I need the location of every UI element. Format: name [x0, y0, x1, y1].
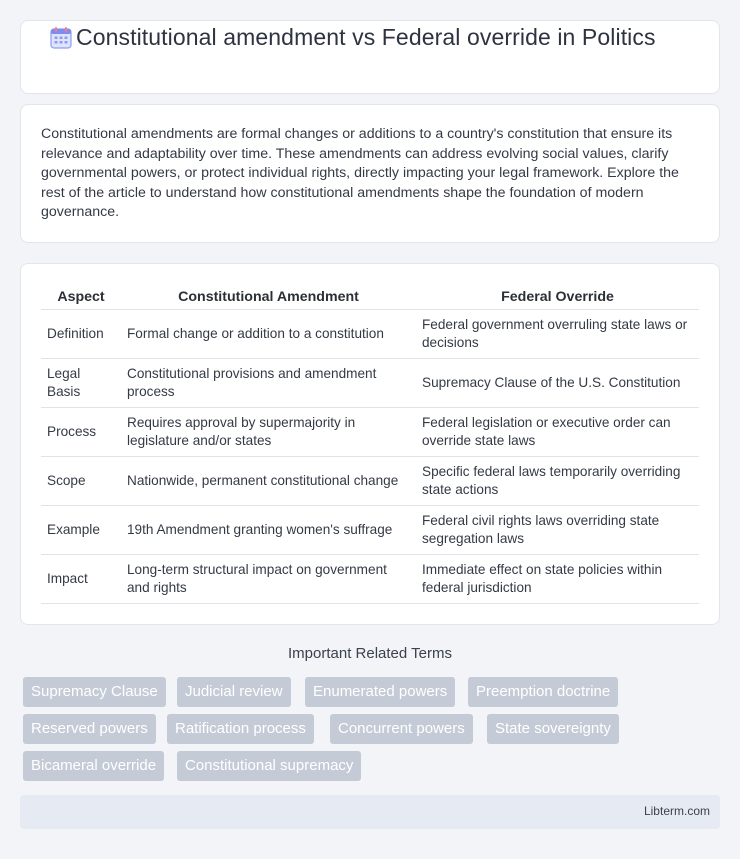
table-row [41, 309, 699, 358]
related-term-tag[interactable]: Concurrent powers [330, 714, 473, 744]
intro-paragraph: Constitutional amendments are formal changes or additions to a country's constitution that ensure its relevance and adaptability over time. These amendments can address evolving social values, clarify governmental powers, or protect individual rights, directly impacting your legal framework. Explore the rest of the article to understand how constitutional amendments shape the foundation of modern governance. [41, 126, 679, 221]
related-term-tag[interactable]: Judicial review [177, 677, 291, 707]
table-row [41, 505, 699, 554]
federal-override-cell: Supremacy Clause of the U.S. Constitution [416, 358, 699, 407]
constitutional-amendment-cell: Long-term structural impact on government and rights [121, 554, 416, 603]
aspect-cell: Definition [41, 309, 121, 358]
related-terms-title: Important Related Terms [288, 645, 452, 662]
federal-override-cell: Federal civil rights laws overriding state segregation laws [416, 505, 699, 554]
constitutional-amendment-cell: Formal change or addition to a constitution [121, 309, 416, 358]
intro-card [20, 104, 720, 243]
constitutional-amendment-cell: 19th Amendment granting women's suffrage [121, 505, 416, 554]
footer-site-link[interactable]: Libterm.com [643, 804, 710, 818]
federal-override-cell: Federal government overruling state laws or decisions [416, 309, 699, 358]
column-header-aspect: Aspect [41, 286, 121, 309]
constitutional-amendment-cell: Requires approval by supermajority in legislature and/or states [121, 407, 416, 456]
aspect-cell: Scope [41, 456, 121, 505]
table-row [41, 554, 699, 603]
calendar-icon [48, 25, 74, 51]
table-row [41, 407, 699, 456]
comparison-table [41, 286, 699, 604]
federal-override-cell: Federal legislation or executive order can override state laws [416, 407, 699, 456]
constitutional-amendment-cell: Nationwide, permanent constitutional change [121, 456, 416, 505]
table-row [41, 358, 699, 407]
column-header-federal-override: Federal Override [416, 286, 699, 309]
table-row [41, 456, 699, 505]
federal-override-cell: Immediate effect on state policies within federal jurisdiction [416, 554, 699, 603]
comparison-table-card [20, 263, 720, 625]
table-header-row [41, 286, 699, 309]
related-term-tag[interactable]: Constitutional supremacy [177, 751, 361, 781]
footer [20, 795, 720, 829]
constitutional-amendment-cell: Constitutional provisions and amendment process [121, 358, 416, 407]
aspect-cell: Process [41, 407, 121, 456]
related-term-tag[interactable]: Bicameral override [23, 751, 164, 781]
column-header-constitutional-amendment: Constitutional Amendment [121, 286, 416, 309]
page-title: Constitutional amendment vs Federal override in Politics [76, 24, 656, 50]
related-term-tag[interactable]: Reserved powers [23, 714, 156, 744]
aspect-cell: Impact [41, 554, 121, 603]
related-term-tag[interactable]: Enumerated powers [305, 677, 455, 707]
related-term-tag[interactable]: Supremacy Clause [23, 677, 166, 707]
aspect-cell: Example [41, 505, 121, 554]
related-term-tag[interactable]: Preemption doctrine [468, 677, 618, 707]
related-term-tag[interactable]: Ratification process [167, 714, 314, 744]
federal-override-cell: Specific federal laws temporarily overriding state actions [416, 456, 699, 505]
related-term-tag[interactable]: State sovereignty [487, 714, 619, 744]
aspect-cell: Legal Basis [41, 358, 121, 407]
